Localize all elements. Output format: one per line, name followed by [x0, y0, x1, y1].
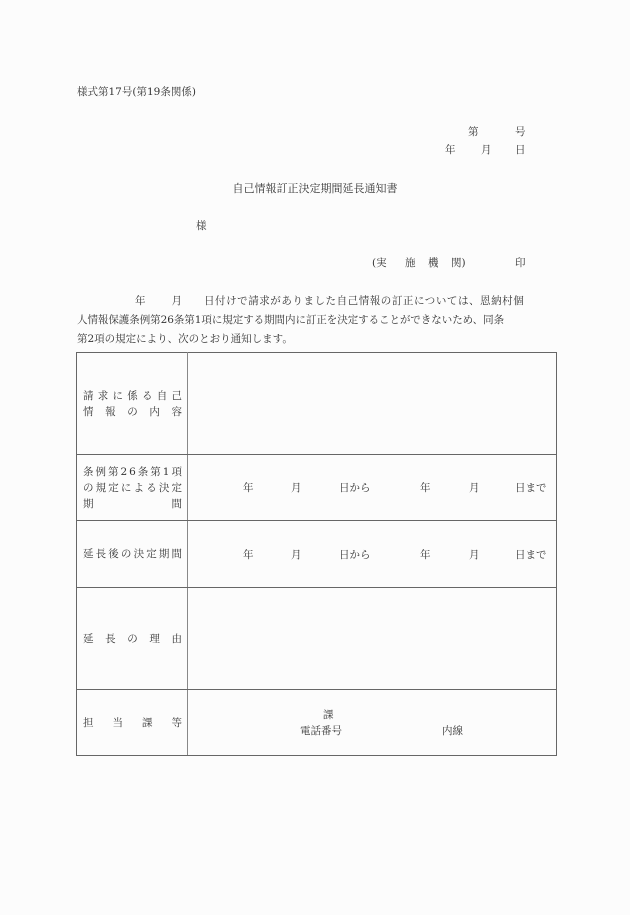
label-char: 項: [171, 465, 182, 478]
issuer-org-1: (実: [372, 257, 387, 269]
to-day: 日まで: [515, 482, 547, 494]
label-char: 第: [107, 465, 119, 478]
label-char: 容: [171, 405, 182, 418]
label-char: 係: [127, 389, 138, 402]
to-month: 月: [469, 548, 480, 561]
from-month: 月: [291, 482, 302, 494]
to-month: 月: [469, 482, 480, 494]
label-char: 条: [83, 465, 94, 478]
label-char: 後: [108, 548, 119, 560]
label-char: 延: [83, 548, 94, 560]
date-day: 日: [515, 144, 526, 156]
value-extended-period: [188, 521, 557, 588]
body-line-3: 第2項の規定により、次のとおり通知します。: [77, 333, 293, 345]
from-day: 日から: [339, 548, 371, 561]
addressee-suffix: 様: [196, 220, 207, 232]
table-row-original-period: [77, 455, 557, 521]
label-char: 1: [162, 465, 170, 478]
label-line: [83, 715, 182, 731]
label-char: の: [127, 632, 138, 645]
body-line-1: [77, 292, 557, 311]
label-contact: [77, 690, 188, 756]
from-day: 日から: [339, 482, 371, 494]
label-char: 条: [137, 465, 149, 478]
label-char: 期: [83, 497, 94, 510]
value-extension-reason: [188, 588, 557, 690]
label-extended-period: [77, 521, 188, 588]
contact-phone-label: 電話番号: [300, 725, 342, 737]
from-year: 年: [243, 548, 254, 561]
date-month: 月: [481, 144, 492, 156]
value-request-content: [188, 353, 557, 455]
label-line: [83, 631, 182, 647]
date-year: 年: [445, 144, 456, 156]
label-char: 定: [171, 481, 182, 494]
label-char: 自: [156, 389, 168, 402]
label-char: よ: [133, 481, 145, 494]
issuer-org-3: 機: [428, 257, 439, 269]
contact-section: 課: [323, 709, 334, 721]
label-char: 報: [105, 405, 116, 418]
label-char: 担: [83, 716, 94, 729]
label-char: 己: [171, 389, 182, 402]
label-char: 第: [150, 465, 161, 478]
label-original-period: [77, 455, 188, 521]
label-char: 理: [149, 632, 160, 645]
contact-extension-label: 内線: [442, 725, 463, 737]
body-year: 年: [135, 295, 146, 307]
issuer-org-2: 施: [405, 257, 416, 269]
label-char: 求: [97, 389, 109, 402]
label-line: [83, 388, 182, 404]
body-month: 月: [171, 295, 182, 307]
label-char: 期: [158, 548, 170, 560]
doc-number-prefix: 第: [468, 126, 479, 138]
label-char: 由: [171, 632, 182, 645]
label-char: の: [83, 481, 94, 494]
to-day: 日まで: [515, 548, 547, 561]
notice-table: [76, 352, 557, 756]
body-line-2: 人情報保護条例第26条第1項に規定する期間内に訂正を決定することができないため、同条: [77, 314, 505, 326]
label-extension-reason: [77, 588, 188, 690]
label-char: 請: [83, 389, 94, 402]
label-line: [83, 404, 182, 420]
label-char: 間: [171, 548, 182, 560]
label-line: [83, 546, 182, 562]
to-year: 年: [420, 548, 431, 561]
doc-number-suffix: 号: [515, 126, 526, 138]
label-char: 当: [112, 716, 123, 729]
label-char: の: [120, 548, 132, 560]
label-char: 内: [149, 405, 160, 418]
table-row-request-content: [77, 353, 557, 455]
label-char: 例: [95, 465, 106, 478]
seal-mark: 印: [515, 257, 526, 269]
label-char: 間: [171, 497, 182, 510]
label-char: 長: [95, 548, 107, 560]
label-char: 情: [83, 405, 94, 418]
label-char: る: [142, 389, 153, 402]
label-char: る: [146, 481, 157, 494]
label-char: 定: [108, 481, 119, 494]
label-line: [83, 464, 182, 480]
table-row-extension-reason: [77, 588, 557, 690]
table-row-extended-period: [77, 521, 557, 588]
label-char: 決: [158, 481, 170, 494]
issuer-org-4: 関): [451, 257, 466, 269]
table-row-contact: [77, 690, 557, 756]
label-char: の: [127, 405, 138, 418]
value-contact: [188, 690, 557, 756]
label-char: 長: [105, 632, 116, 645]
label-char: に: [120, 481, 132, 494]
document-title: 自己情報訂正決定期間延長通知書: [232, 182, 398, 195]
body-line-1-rest: 日付けで請求がありました自己情報の訂正については、恩納村個: [204, 295, 525, 307]
notice-body: [77, 292, 557, 349]
label-char: 延: [83, 632, 94, 645]
form-number: 様式第17号(第19条関係): [77, 86, 196, 98]
from-year: 年: [243, 482, 254, 494]
to-year: 年: [420, 482, 431, 494]
label-char: 2: [120, 465, 128, 478]
value-original-period: [188, 455, 557, 521]
label-request-content: [77, 353, 188, 455]
label-char: 定: [146, 548, 157, 560]
from-month: 月: [291, 548, 302, 561]
label-line: [83, 496, 182, 512]
label-char: 等: [171, 716, 182, 729]
label-char: 規: [95, 481, 107, 494]
label-char: 決: [133, 548, 145, 560]
label-char: に: [112, 389, 123, 402]
label-char: 課: [142, 716, 153, 729]
label-char: 6: [129, 465, 136, 478]
label-line: [83, 480, 182, 496]
